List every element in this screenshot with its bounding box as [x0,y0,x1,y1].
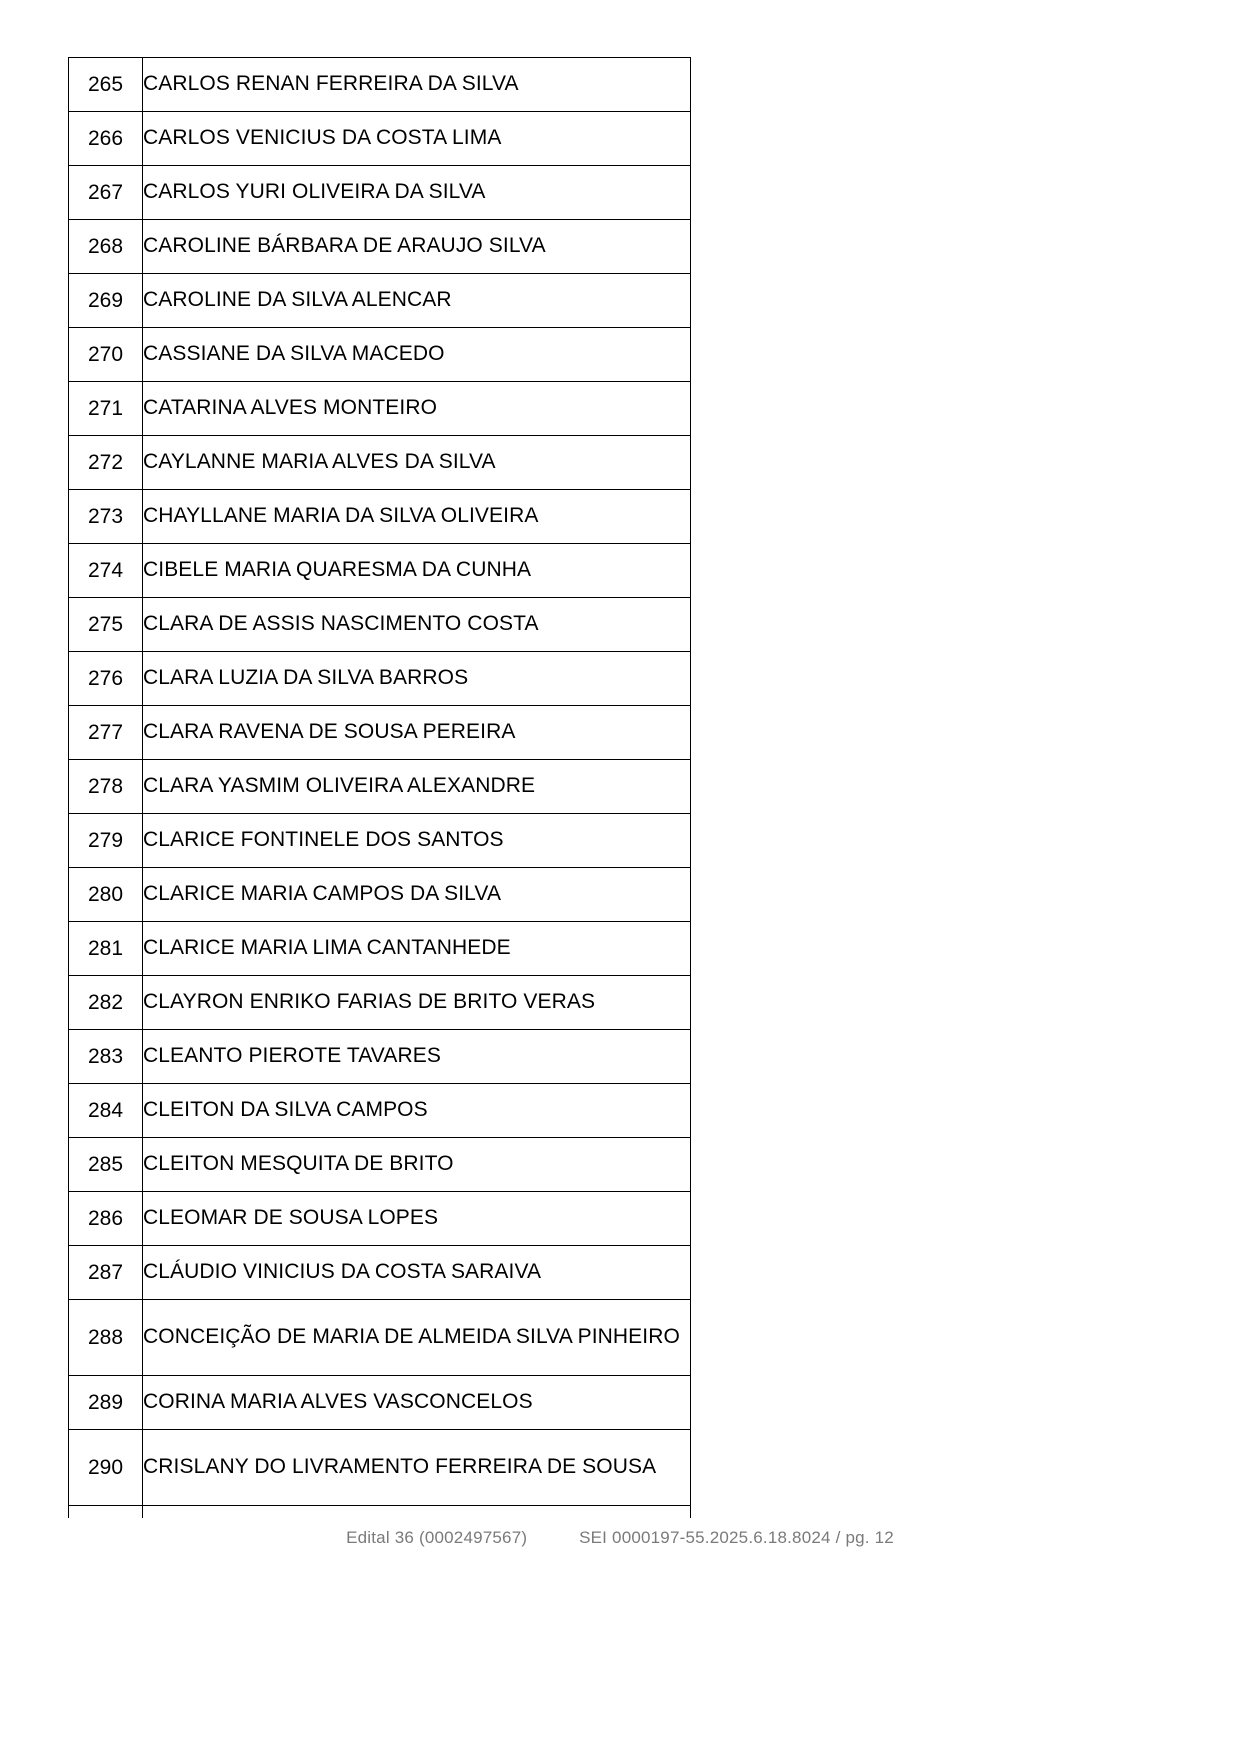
table-row [69,166,691,220]
table-row [69,1376,691,1430]
row-number: 268 [69,220,143,274]
row-name: CHAYLLANE MARIA DA SILVA OLIVEIRA [143,490,691,544]
row-name: CAROLINE DA SILVA ALENCAR [143,274,691,328]
page-footer [0,1528,1240,1548]
row-name: CAYLANNE MARIA ALVES DA SILVA [143,436,691,490]
row-number: 284 [69,1084,143,1138]
table-row [69,1430,691,1506]
table-row [69,382,691,436]
row-name: CLARA DE ASSIS NASCIMENTO COSTA [143,598,691,652]
roster-table [68,57,691,1518]
table-row [69,1030,691,1084]
table-row [69,220,691,274]
row-name: CLARA LUZIA DA SILVA BARROS [143,652,691,706]
table-row-partial [69,1506,691,1519]
row-number: 280 [69,868,143,922]
table-row [69,112,691,166]
row-number: 270 [69,328,143,382]
row-name: CAROLINE BÁRBARA DE ARAUJO SILVA [143,220,691,274]
row-number: 265 [69,58,143,112]
roster-table-body [69,58,691,1519]
row-name: CARLOS VENICIUS DA COSTA LIMA [143,112,691,166]
row-number: 288 [69,1300,143,1376]
table-row [69,706,691,760]
row-number: 279 [69,814,143,868]
row-name: CLEITON DA SILVA CAMPOS [143,1084,691,1138]
row-number: 267 [69,166,143,220]
row-number: 278 [69,760,143,814]
row-number: 266 [69,112,143,166]
table-row [69,1300,691,1376]
table-row [69,58,691,112]
row-name: CLEOMAR DE SOUSA LOPES [143,1192,691,1246]
row-number: 285 [69,1138,143,1192]
table-row [69,598,691,652]
row-number: 272 [69,436,143,490]
row-name-partial [143,1506,691,1519]
table-row [69,490,691,544]
row-number: 283 [69,1030,143,1084]
row-name: CLARICE MARIA LIMA CANTANHEDE [143,922,691,976]
row-name: CRISLANY DO LIVRAMENTO FERREIRA DE SOUSA [143,1430,691,1506]
row-number: 273 [69,490,143,544]
row-name: CLARA RAVENA DE SOUSA PEREIRA [143,706,691,760]
table-row [69,922,691,976]
table-row [69,1192,691,1246]
row-name: CLARA YASMIM OLIVEIRA ALEXANDRE [143,760,691,814]
row-name: CLARICE MARIA CAMPOS DA SILVA [143,868,691,922]
table-row [69,652,691,706]
row-name: CATARINA ALVES MONTEIRO [143,382,691,436]
roster-table-container [68,57,688,1518]
row-name: CLEITON MESQUITA DE BRITO [143,1138,691,1192]
table-row [69,274,691,328]
table-row [69,328,691,382]
footer-sei-reference: SEI 0000197-55.2025.6.18.8024 / pg. 12 [579,1528,894,1547]
table-row [69,1084,691,1138]
row-number: 286 [69,1192,143,1246]
table-row [69,760,691,814]
table-row [69,976,691,1030]
row-name: CARLOS YURI OLIVEIRA DA SILVA [143,166,691,220]
row-name: CARLOS RENAN FERREIRA DA SILVA [143,58,691,112]
row-name: CLEANTO PIEROTE TAVARES [143,1030,691,1084]
row-name: CLARICE FONTINELE DOS SANTOS [143,814,691,868]
table-row [69,544,691,598]
row-number: 271 [69,382,143,436]
table-row [69,1138,691,1192]
table-row [69,1246,691,1300]
row-number-partial [69,1506,143,1519]
row-name: CLÁUDIO VINICIUS DA COSTA SARAIVA [143,1246,691,1300]
row-number: 281 [69,922,143,976]
row-number: 275 [69,598,143,652]
table-row [69,868,691,922]
row-number: 290 [69,1430,143,1506]
table-row [69,436,691,490]
row-name: CONCEIÇÃO DE MARIA DE ALMEIDA SILVA PINHEIRO [143,1300,691,1376]
row-number: 282 [69,976,143,1030]
row-number: 276 [69,652,143,706]
row-name: CLAYRON ENRIKO FARIAS DE BRITO VERAS [143,976,691,1030]
row-name: CORINA MARIA ALVES VASCONCELOS [143,1376,691,1430]
row-name: CIBELE MARIA QUARESMA DA CUNHA [143,544,691,598]
row-number: 274 [69,544,143,598]
row-number: 287 [69,1246,143,1300]
row-name: CASSIANE DA SILVA MACEDO [143,328,691,382]
row-number: 277 [69,706,143,760]
table-row [69,814,691,868]
row-number: 269 [69,274,143,328]
footer-document-id: Edital 36 (0002497567) [346,1528,528,1547]
row-number: 289 [69,1376,143,1430]
